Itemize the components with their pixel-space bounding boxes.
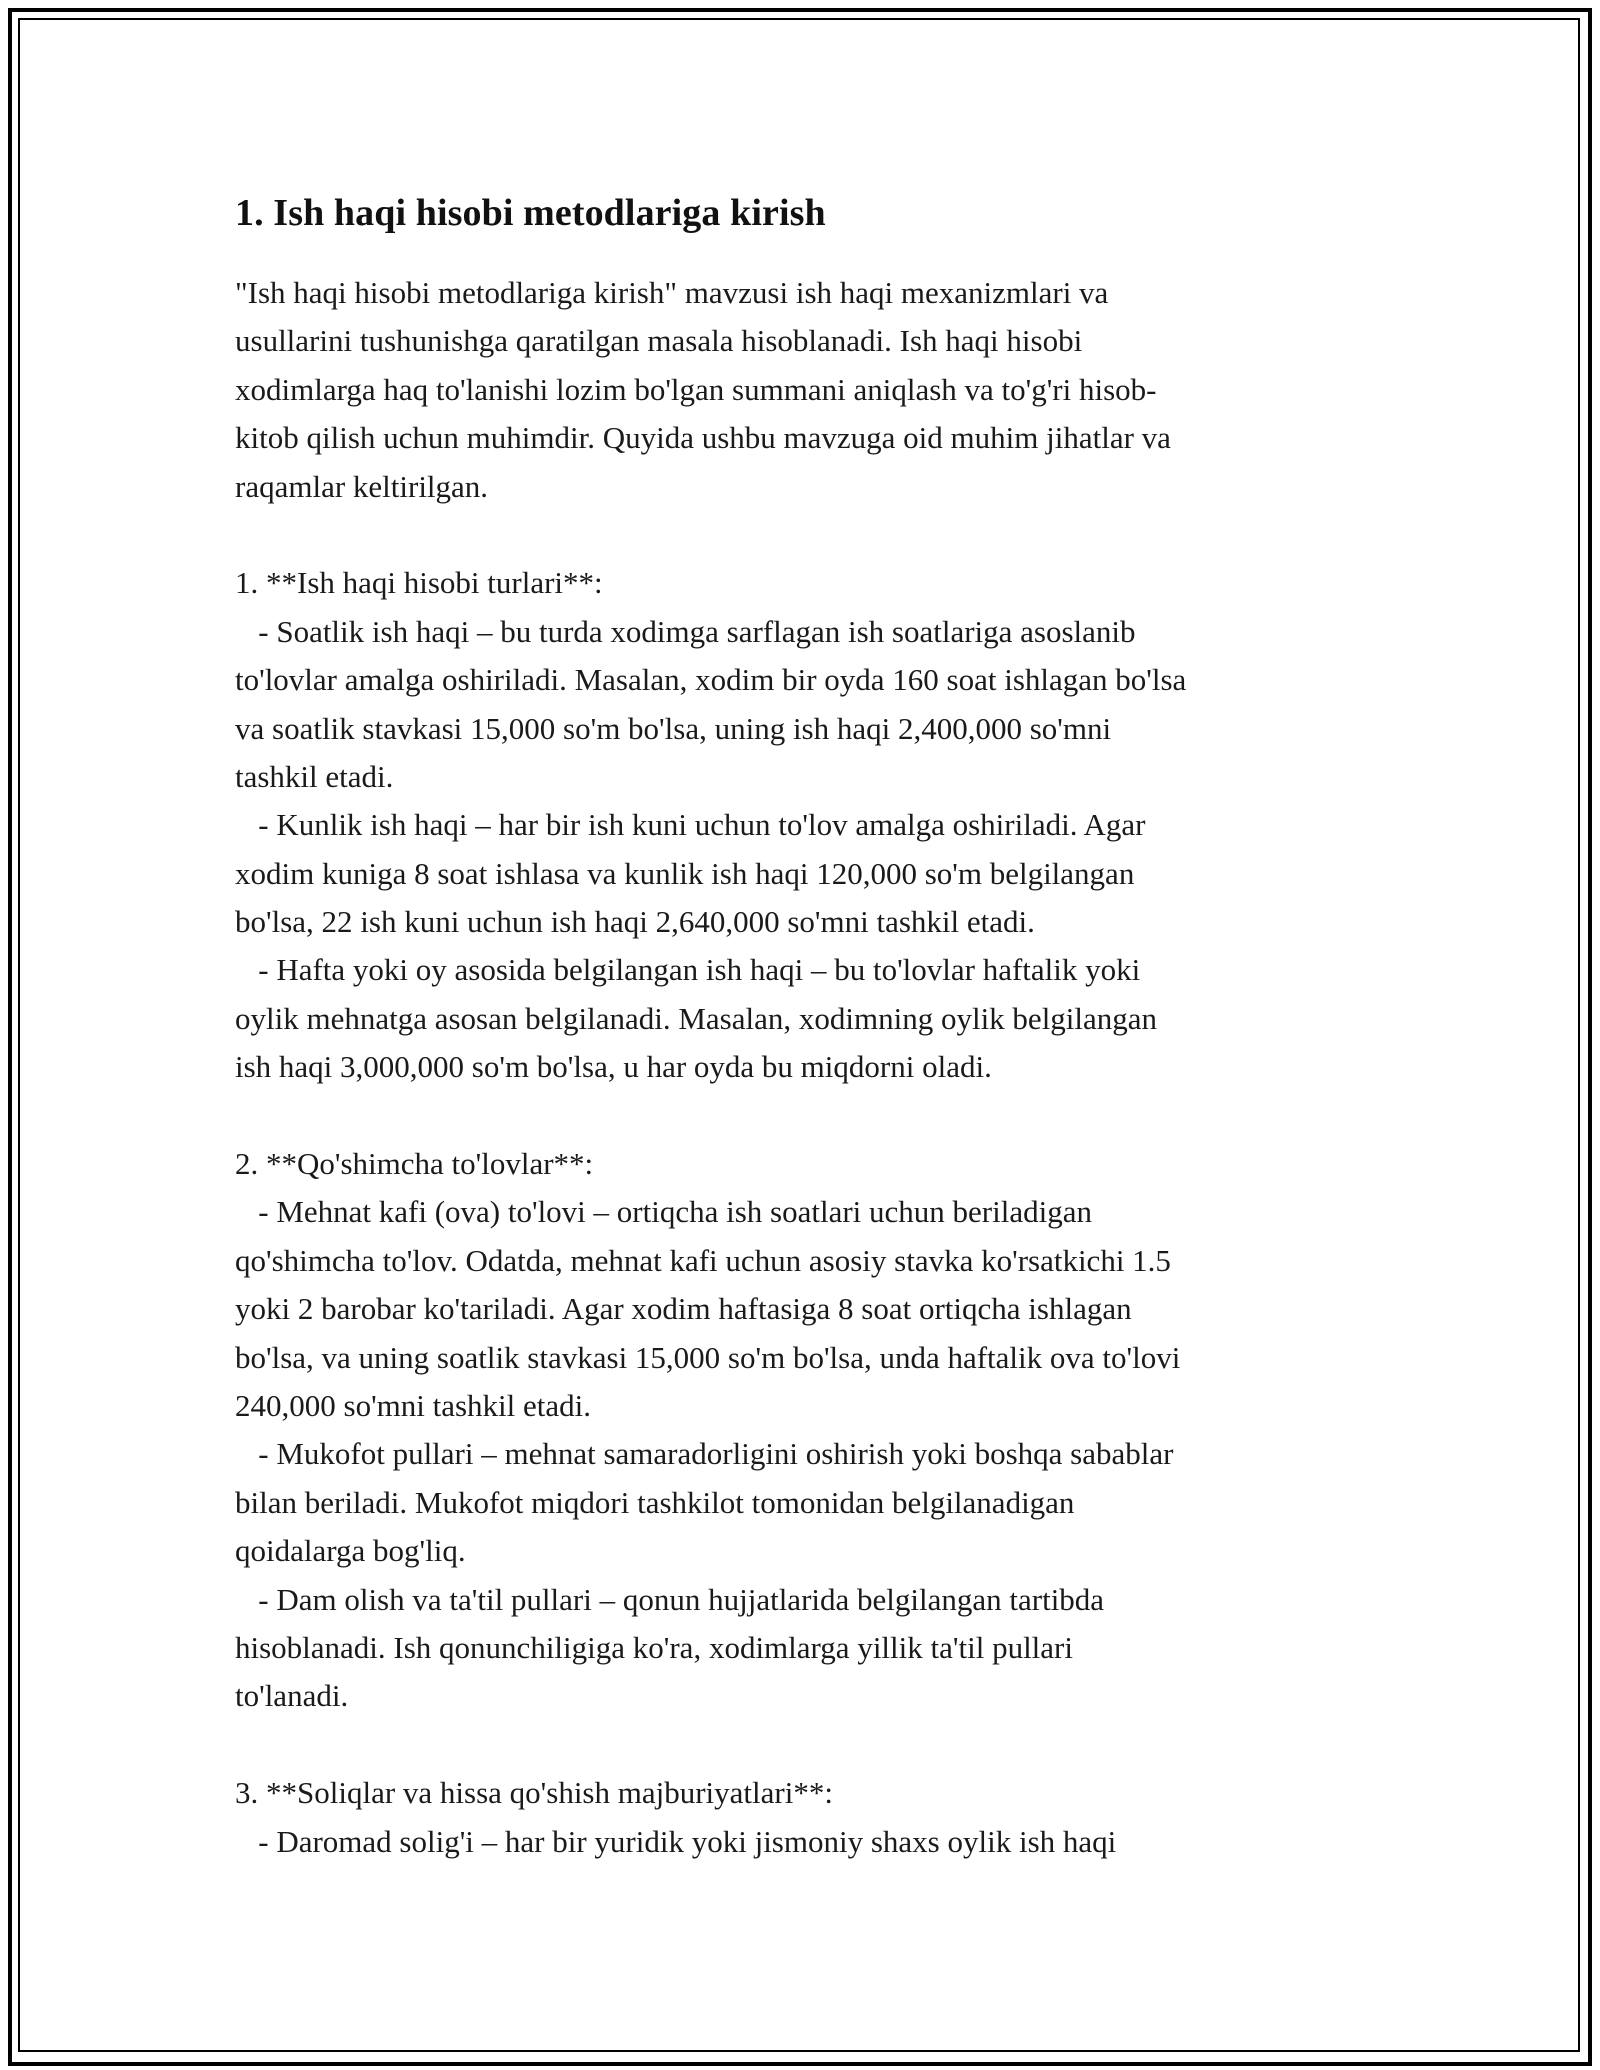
document-body xyxy=(235,269,1380,1866)
body-line: - Mukofot pullari – mehnat samaradorligini oshirish yoki boshqa sabablar xyxy=(235,1436,1174,1472)
body-line: bo'lsa, 22 ish kuni uchun ish haqi 2,640,000 so'mni tashkil etadi. xyxy=(235,904,1035,940)
blank-line xyxy=(235,1092,1380,1140)
section-heading-2: 2. **Qo'shimcha to'lovlar**: xyxy=(235,1146,594,1182)
body-line: xodim kuniga 8 soat ishlasa va kunlik ish haqi 120,000 so'm belgilangan xyxy=(235,855,1135,891)
body-line: tashkil etadi. xyxy=(235,758,394,794)
section-heading-1: 1. **Ish haqi hisobi turlari**: xyxy=(235,565,603,601)
body-line: oylik mehnatga asosan belgilanadi. Masalan, xodimning oylik belgilangan xyxy=(235,1000,1158,1036)
body-line: bilan beriladi. Mukofot miqdori tashkilot tomonidan belgilanadigan xyxy=(235,1484,1075,1520)
body-line: qoidalarga bog'liq. xyxy=(235,1533,466,1569)
body-line: hisoblanadi. Ish qonunchiligiga ko'ra, xodimlarga yillik ta'til pullari xyxy=(235,1629,1073,1665)
body-line: va soatlik stavkasi 15,000 so'm bo'lsa, uning ish haqi 2,400,000 so'mni xyxy=(235,710,1112,746)
body-line: to'lovlar amalga oshiriladi. Masalan, xodim bir oyda 160 soat ishlagan bo'lsa xyxy=(235,662,1187,698)
document-title: 1. Ish haqi hisobi metodlariga kirish xyxy=(235,192,826,234)
body-line: xodimlarga haq to'lanishi lozim bo'lgan summani aniqlash va to'g'ri hisob- xyxy=(235,371,1157,407)
body-line: to'lanadi. xyxy=(235,1678,349,1714)
body-line: kitob qilish uchun muhimdir. Quyida ushbu mavzuga oid muhim jihatlar va xyxy=(235,420,1171,456)
body-line: - Mehnat kafi (ova) to'lovi – ortiqcha ish soatlari uchun beriladigan xyxy=(235,1194,1092,1230)
body-line: qo'shimcha to'lov. Odatda, mehnat kafi uchun asosiy stavka ko'rsatkichi 1.5 xyxy=(235,1242,1171,1278)
body-line: raqamlar keltirilgan. xyxy=(235,468,489,504)
body-line: 240,000 so'mni tashkil etadi. xyxy=(235,1387,592,1423)
body-line: usullarini tushunishga qaratilgan masala hisoblanadi. Ish haqi hisobi xyxy=(235,323,1083,359)
body-line: - Daromad solig'i – har bir yuridik yoki jismoniy shaxs oylik ish haqi xyxy=(235,1823,1117,1859)
body-line: bo'lsa, va uning soatlik stavkasi 15,000 so'm bo'lsa, unda haftalik ova to'lovi xyxy=(235,1339,1181,1375)
body-line: - Soatlik ish haqi – bu turda xodimga sarflagan ish soatlariga asoslanib xyxy=(235,613,1136,649)
body-line: yoki 2 barobar ko'tariladi. Agar xodim haftasiga 8 soat ortiqcha ishlagan xyxy=(235,1291,1132,1327)
blank-line xyxy=(235,1721,1380,1769)
blank-line xyxy=(235,511,1380,559)
body-line: - Dam olish va ta'til pullari – qonun hujjatlarida belgilangan tartibda xyxy=(235,1581,1105,1617)
body-line: "Ish haqi hisobi metodlariga kirish" mavzusi ish haqi mexanizmlari va xyxy=(235,275,1109,310)
section-heading-3: 3. **Soliqlar va hissa qo'shish majburiyatlari**: xyxy=(235,1775,833,1811)
body-line: - Kunlik ish haqi – har bir ish kuni uchun to'lov amalga oshiriladi. Agar xyxy=(235,807,1146,843)
body-line: ish haqi 3,000,000 so'm bo'lsa, u har oyda bu miqdorni oladi. xyxy=(235,1049,992,1085)
body-line: - Hafta yoki oy asosida belgilangan ish haqi – bu to'lovlar haftalik yoki xyxy=(235,952,1141,988)
document-page xyxy=(235,185,1380,1866)
